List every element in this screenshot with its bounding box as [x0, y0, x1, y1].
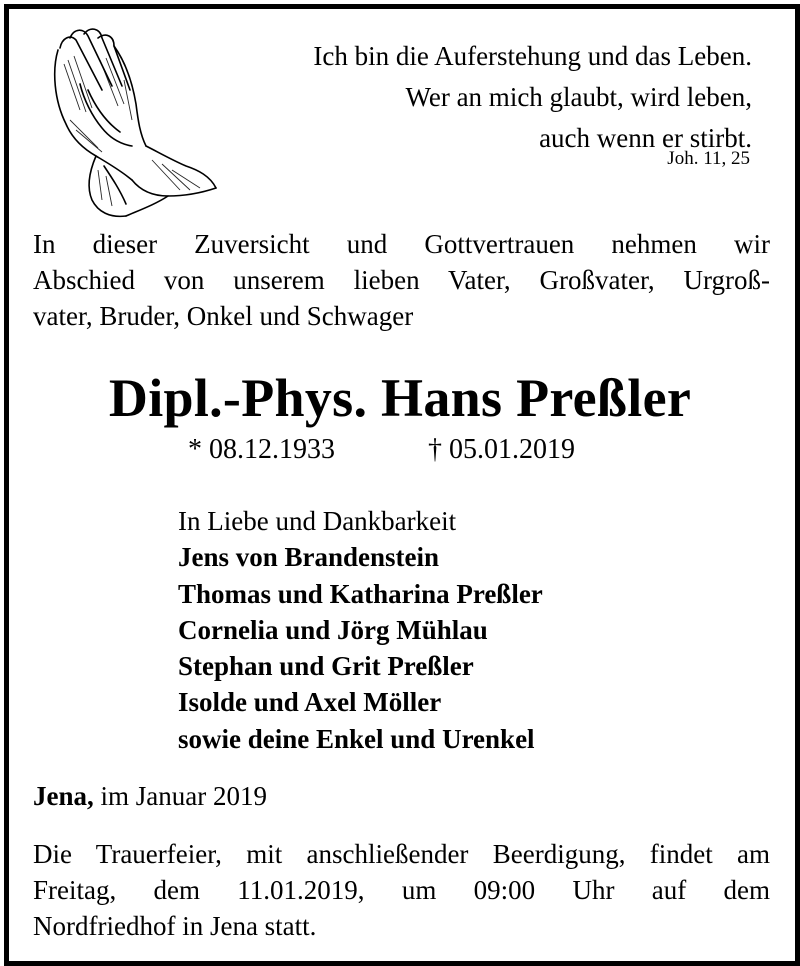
deceased-name: Dipl.-Phys. Hans Preßler: [108, 368, 692, 428]
place-and-date: [33, 778, 633, 814]
death-date: † 05.01.2019: [428, 434, 575, 465]
place-date: im Januar 2019: [100, 781, 267, 811]
mourner-name: Stephan und Grit Preßler: [178, 651, 474, 682]
verse-line: Ich bin die Auferstehung und das Leben.: [313, 41, 752, 71]
mourner-name: sowie deine Enkel und Urenkel: [178, 723, 535, 754]
funeral-line: Nordfriedhof in Jena statt.: [33, 911, 317, 941]
verse-line: Wer an mich glaubt, wird leben,: [405, 82, 752, 112]
mourner-name: Jens von Brandenstein: [178, 542, 440, 573]
mourner-name: Thomas und Katharina Preßler: [178, 578, 543, 609]
funeral-line: Freitag, dem 11.01.2019, um 09:00 Uhr auf dem: [33, 875, 770, 905]
mourner-name: Isolde und Axel Möller: [178, 687, 442, 718]
funeral-line: Die Trauerfeier, mit anschließender Beerdigung, findet am: [33, 839, 770, 869]
verse-reference: Joh. 11, 25: [667, 148, 750, 169]
intro-line: vater, Bruder, Onkel und Schwager: [33, 301, 414, 331]
intro-text: [33, 226, 770, 334]
funeral-info: [33, 836, 770, 944]
intro-line: In dieser Zuversicht und Gottvertrauen nehmen wir: [33, 229, 770, 259]
mourners-list: [178, 503, 778, 757]
place-city: Jena,: [33, 781, 94, 811]
mourners-lead: In Liebe und Dankbarkeit: [178, 506, 457, 536]
bible-verse: [192, 36, 752, 159]
birth-date: * 08.12.1933: [188, 434, 335, 465]
verse-line: auch wenn er stirbt.: [539, 123, 752, 153]
intro-line: Abschied von unserem lieben Vater, Großvater, Urgroß-: [33, 265, 770, 295]
mourner-name: Cornelia und Jörg Mühlau: [178, 614, 488, 645]
